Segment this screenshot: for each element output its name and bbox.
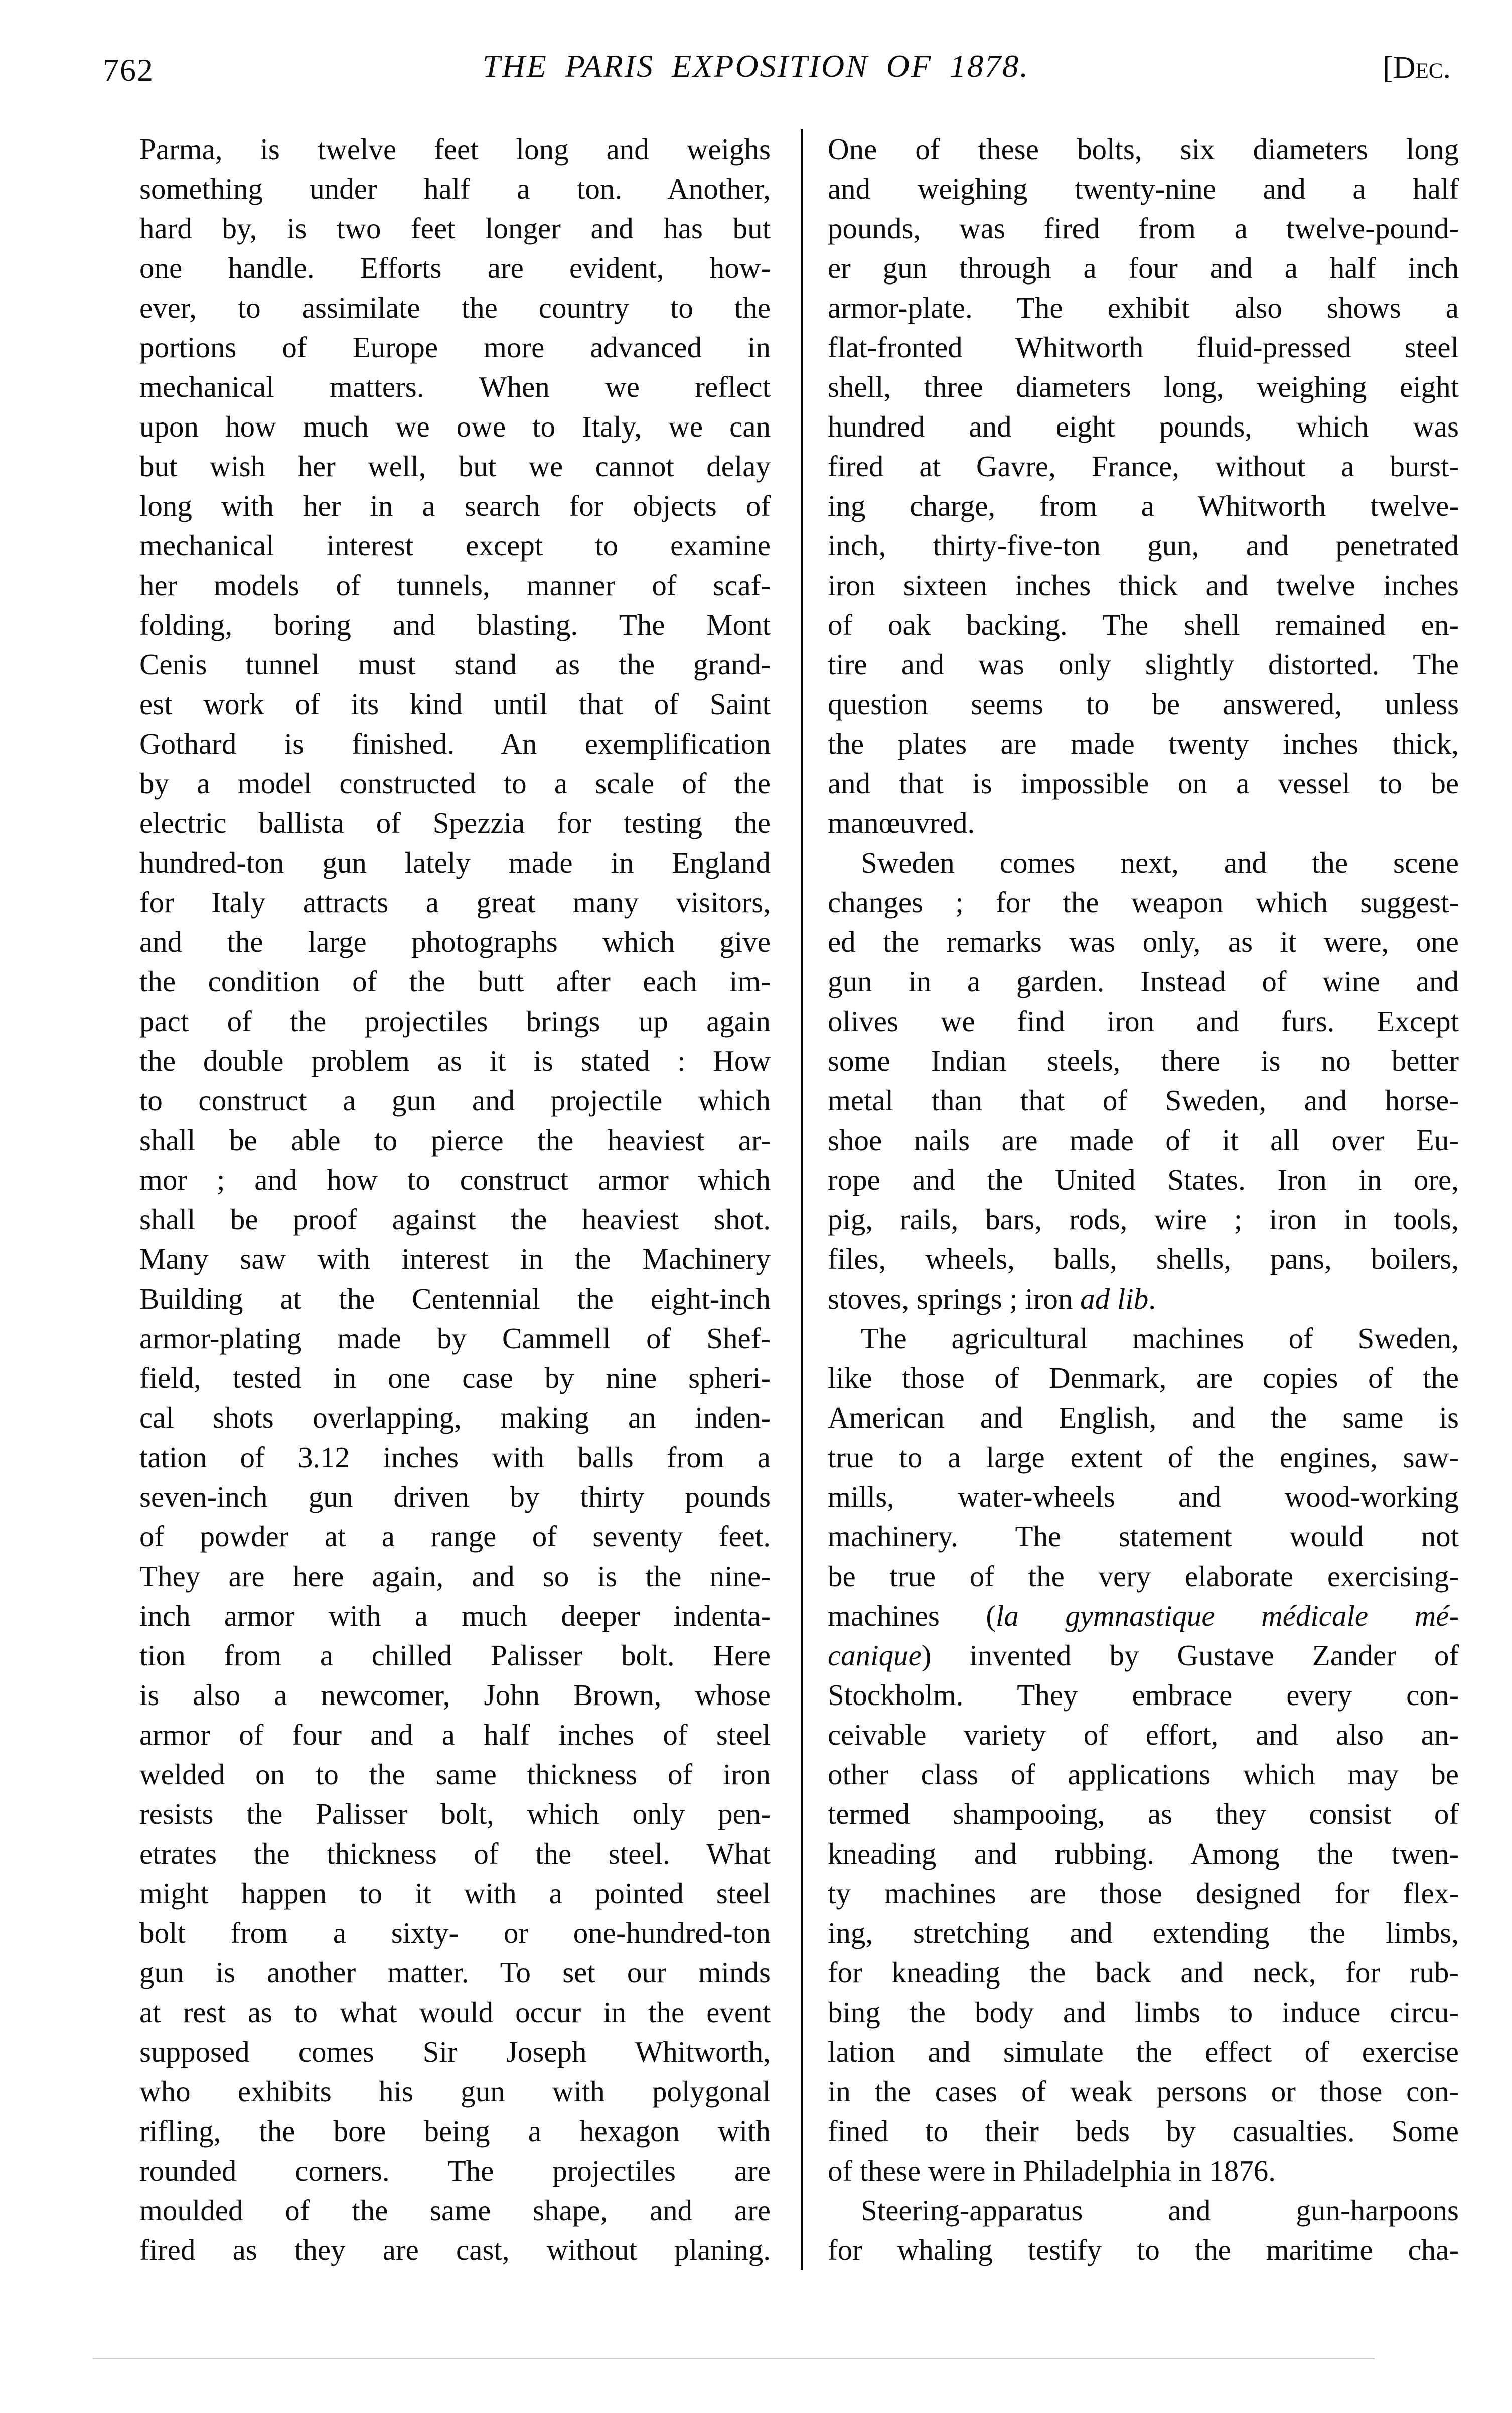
text-line: hundred-ton gun lately made in England (139, 846, 771, 879)
text-line: pounds, was fired from a twelve-pound- (828, 212, 1459, 245)
text-line: est work of its kind until that of Saint (139, 687, 771, 721)
running-header (0, 50, 1512, 95)
text-line: One of these bolts, six diameters long (828, 132, 1459, 166)
text-line: pig, rails, bars, rods, wire ; iron in tools, (828, 1203, 1459, 1236)
text-line: question seems to be answered, unless (828, 687, 1459, 721)
text-line: resists the Palisser bolt, which only pen- (139, 1797, 771, 1830)
text-line: electric ballista of Spezzia for testing the (139, 806, 771, 839)
text-line: ty machines are those designed for flex- (828, 1877, 1459, 1910)
text-line: etrates the thickness of the steel. What (139, 1837, 771, 1870)
text-line: inch armor with a much deeper indenta- (139, 1599, 771, 1632)
text-line: hard by, is two feet longer and has but (139, 212, 771, 245)
text-line: mills, water-wheels and wood-working (828, 1480, 1459, 1513)
text-line: tion from a chilled Palisser bolt. Here (139, 1639, 771, 1672)
text-line: bing the body and limbs to induce circu- (828, 1996, 1459, 2029)
text-line: tation of 3.12 inches with balls from a (139, 1441, 771, 1474)
text-line: ing, stretching and extending the limbs, (828, 1916, 1459, 1949)
text-line: changes ; for the weapon which suggest- (828, 886, 1459, 919)
text-line: shall be able to pierce the heaviest ar- (139, 1123, 771, 1157)
text-line: for kneading the back and neck, for rub- (828, 1956, 1459, 1989)
page-bottom-rule (93, 2358, 1375, 2359)
text-line: bolt from a sixty- or one-hundred-ton (139, 1916, 771, 1949)
text-line: rifling, the bore being a hexagon with (139, 2114, 771, 2148)
text-line: pact of the projectiles brings up again (139, 1005, 771, 1038)
page-number: 762 (103, 52, 154, 88)
text-line: is also a newcomer, John Brown, whose (139, 1678, 771, 1712)
text-line: fired at Gavre, France, without a burst- (828, 450, 1459, 483)
text-line: fined to their beds by casualties. Some (828, 2114, 1459, 2148)
text-line: true to a large extent of the engines, saw- (828, 1441, 1459, 1474)
text-line: stoves, springs ; iron ad lib. (828, 1282, 1156, 1315)
text-line: who exhibits his gun with polygonal (139, 2075, 771, 2108)
text-line: mechanical interest except to examine (139, 529, 771, 562)
text-line: the condition of the butt after each im- (139, 965, 771, 998)
text-line: of these were in Philadelphia in 1876. (828, 2154, 1276, 2187)
text-line: shall be proof against the heaviest shot. (139, 1203, 771, 1236)
text-line: armor of four and a half inches of steel (139, 1718, 771, 1751)
text-line: manœuvred. (828, 806, 975, 839)
text-line: moulded of the same shape, and are (139, 2194, 771, 2227)
text-line: Parma, is twelve feet long and weighs (139, 132, 771, 166)
text-line: shoe nails are made of it all over Eu- (828, 1123, 1459, 1157)
text-line: cal shots overlapping, making an inden- (139, 1401, 771, 1434)
text-line: ceivable variety of effort, and also an- (828, 1718, 1459, 1751)
text-line: for Italy attracts a great many visitors, (139, 886, 771, 919)
text-line: one handle. Efforts are evident, how- (139, 251, 771, 285)
left-column (139, 129, 771, 2270)
right-column (828, 129, 1459, 2270)
text-line: ever, to assimilate the country to the (139, 291, 771, 324)
text-line: The agricultural machines of Sweden, (861, 1322, 1459, 1355)
text-line: by a model constructed to a scale of the (139, 767, 771, 800)
text-line: canique) invented by Gustave Zander of (828, 1639, 1459, 1672)
text-line: rope and the United States. Iron in ore, (828, 1163, 1459, 1196)
text-line: Stockholm. They embrace every con- (828, 1678, 1459, 1712)
paragraph (828, 843, 1459, 1319)
text-line: some Indian steels, there is no better (828, 1044, 1459, 1077)
text-line: and that is impossible on a vessel to be (828, 767, 1459, 800)
text-line: fired as they are cast, without planing. (139, 2233, 771, 2266)
text-line: hundred and eight pounds, which was (828, 410, 1459, 443)
text-line: Sweden comes next, and the scene (861, 846, 1459, 879)
text-line: Gothard is finished. An exemplification (139, 727, 771, 760)
text-line: folding, boring and blasting. The Mont (139, 608, 771, 641)
text-line: rounded corners. The projectiles are (139, 2154, 771, 2187)
text-line: ed the remarks was only, as it were, one (828, 925, 1459, 958)
text-line: but wish her well, but we cannot delay (139, 450, 771, 483)
text-line: seven-inch gun driven by thirty pounds (139, 1480, 771, 1513)
text-line: might happen to it with a pointed steel (139, 1877, 771, 1910)
text-line: gun is another matter. To set our minds (139, 1956, 771, 1989)
text-line: files, wheels, balls, shells, pans, boilers, (828, 1242, 1459, 1275)
text-line: portions of Europe more advanced in (139, 331, 771, 364)
text-line: tire and was only slightly distorted. The (828, 648, 1459, 681)
running-title: THE PARIS EXPOSITION OF 1878. (482, 48, 1030, 84)
text-line: be true of the very elaborate exercising- (828, 1559, 1459, 1593)
text-line: inch, thirty-five-ton gun, and penetrated (828, 529, 1459, 562)
text-line: of oak backing. The shell remained en- (828, 608, 1459, 641)
text-line: lation and simulate the effect of exercise (828, 2035, 1459, 2068)
text-line: of powder at a range of seventy feet. (139, 1520, 771, 1553)
text-line: and weighing twenty-nine and a half (828, 172, 1459, 205)
text-line: They are here again, and so is the nine- (139, 1559, 771, 1593)
text-line: upon how much we owe to Italy, we can (139, 410, 771, 443)
text-line: American and English, and the same is (828, 1401, 1459, 1434)
text-line: machinery. The statement would not (828, 1520, 1459, 1553)
text-line: mor ; and how to construct armor which (139, 1163, 771, 1196)
text-line: something under half a ton. Another, (139, 172, 771, 205)
text-line: the plates are made twenty inches thick, (828, 727, 1459, 760)
text-line: flat-fronted Whitworth fluid-pressed steel (828, 331, 1459, 364)
text-line: and the large photographs which give (139, 925, 771, 958)
text-line: other class of applications which may be (828, 1758, 1459, 1791)
text-line: ing charge, from a Whitworth twelve- (828, 489, 1459, 522)
text-line: to construct a gun and projectile which (139, 1084, 771, 1117)
text-line: Building at the Centennial the eight-inch (139, 1282, 771, 1315)
text-line: kneading and rubbing. Among the twen- (828, 1837, 1459, 1870)
text-line: machines (la gymnastique médicale mé- (828, 1599, 1459, 1632)
text-line: in the cases of weak persons or those con- (828, 2075, 1459, 2108)
text-line: iron sixteen inches thick and twelve inches (828, 569, 1459, 602)
text-columns (139, 129, 1459, 2270)
text-line: metal than that of Sweden, and horse- (828, 1084, 1459, 1117)
paragraph (828, 1319, 1459, 2191)
text-line: mechanical matters. When we reflect (139, 370, 771, 403)
text-line: at rest as to what would occur in the event (139, 1996, 771, 2029)
text-line: like those of Denmark, are copies of the (828, 1361, 1459, 1394)
text-line: er gun through a four and a half inch (828, 251, 1459, 285)
text-line: gun in a garden. Instead of wine and (828, 965, 1459, 998)
text-line: supposed comes Sir Joseph Whitworth, (139, 2035, 771, 2068)
text-line: armor-plating made by Cammell of Shef- (139, 1322, 771, 1355)
text-line: Cenis tunnel must stand as the grand- (139, 648, 771, 681)
text-line: Many saw with interest in the Machinery (139, 1242, 771, 1275)
issue-date: [Dec. (1383, 51, 1451, 85)
text-line: the double problem as it is stated : How (139, 1044, 771, 1077)
text-line: field, tested in one case by nine spheri- (139, 1361, 771, 1394)
text-line: for whaling testify to the maritime cha- (828, 2233, 1459, 2266)
text-line: her models of tunnels, manner of scaf- (139, 569, 771, 602)
text-line: shell, three diameters long, weighing eight (828, 370, 1459, 403)
paragraph (828, 2191, 1459, 2270)
paragraph (828, 129, 1459, 843)
text-line: olives we find iron and furs. Except (828, 1005, 1459, 1038)
text-line: termed shampooing, as they consist of (828, 1797, 1459, 1830)
column-divider (801, 129, 803, 2270)
text-line: welded on to the same thickness of iron (139, 1758, 771, 1791)
text-line: armor-plate. The exhibit also shows a (828, 291, 1459, 324)
text-line: long with her in a search for objects of (139, 489, 771, 522)
text-line: Steering-apparatus and gun-harpoons (861, 2194, 1459, 2227)
paragraph (139, 129, 771, 2270)
